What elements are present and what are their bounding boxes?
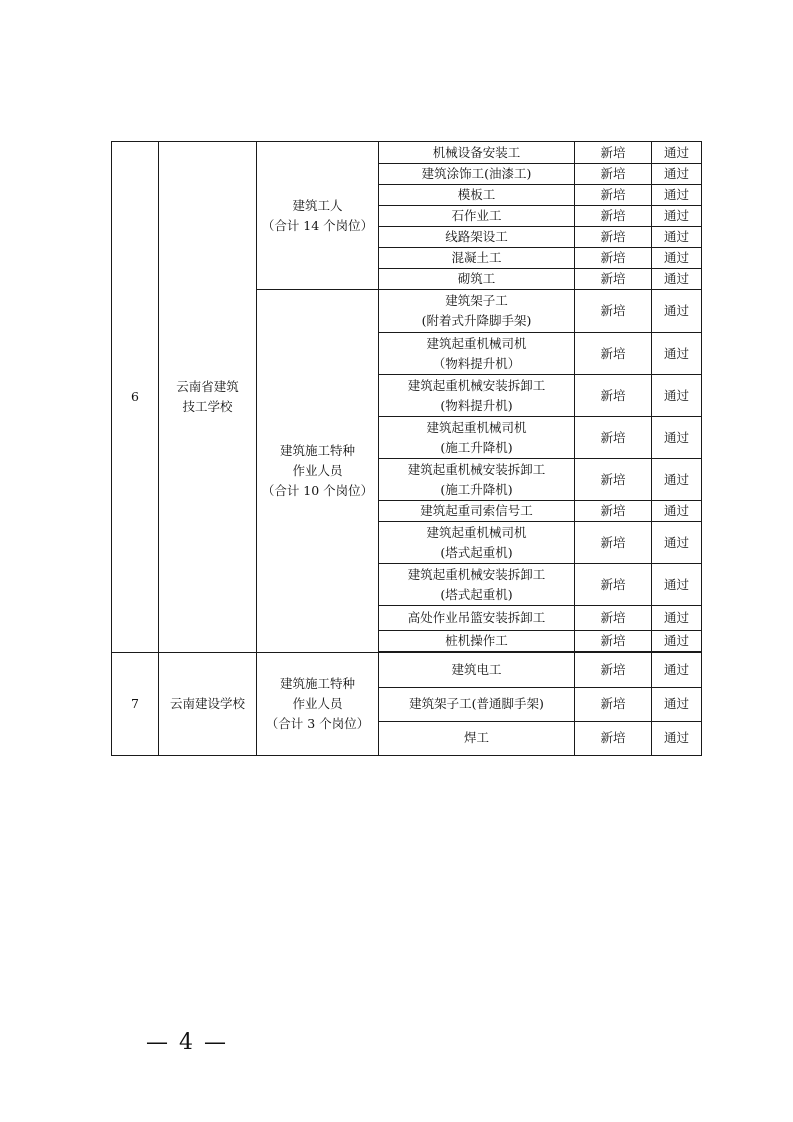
job-name: 建筑起重机械司机 [426,419,527,435]
result: 通过 [663,576,689,592]
job-name: 建筑电工 [451,661,502,677]
job-name: 建筑起重机械安装拆卸工 [407,566,546,582]
result-cell [652,290,702,333]
result: 通过 [663,250,689,265]
result: 通过 [663,610,689,625]
training-type: 新培 [600,471,626,487]
training-type: 新培 [600,503,626,518]
training-type-cell [575,606,652,631]
category-name: 作业人员 [292,695,343,711]
job-name: 建筑起重机械安装拆卸工 [407,461,546,477]
school-name-cell [159,652,257,755]
job-cell [379,333,575,375]
job-cell [379,290,575,333]
job-cell [379,522,575,564]
result-cell [652,687,702,721]
job-name: 建筑涂饰工(油漆工) [421,166,532,181]
training-type-cell [575,459,652,501]
result-cell [652,721,702,755]
result: 通过 [663,633,689,648]
training-type-cell [575,185,652,206]
job-cell [379,501,575,522]
result-cell [652,248,702,269]
job-cell [379,687,575,721]
school-number-cell [112,652,159,755]
result-cell [652,631,702,653]
training-type-cell [575,227,652,248]
category-total: （合计 3 个岗位） [265,715,370,731]
school-number-cell [112,142,159,653]
result-cell [652,522,702,564]
training-type-cell [575,501,652,522]
category-cell [257,142,379,290]
result-cell [652,227,702,248]
job-name: 机械设备安装工 [432,144,521,160]
job-cell [379,142,575,164]
training-type-cell [575,333,652,375]
training-type: 新培 [600,730,626,745]
category-total: （合计 14 个岗位） [261,217,374,233]
table-row [112,142,702,164]
job-cell [379,459,575,501]
result: 通过 [663,144,689,160]
job-name: 建筑架子工 [445,293,508,308]
result-cell [652,333,702,375]
job-cell [379,631,575,653]
school-name: 云南省建筑 [176,378,239,394]
result: 通过 [663,503,689,518]
job-cell [379,564,575,606]
training-type: 新培 [600,534,626,550]
school-name-cell [159,142,257,653]
job-cell [379,269,575,290]
school-name: 云南建设学校 [169,695,245,711]
job-subtitle: (塔式起重机) [440,586,513,602]
job-cell [379,375,575,417]
job-subtitle: (施工升降机) [440,481,513,497]
training-type: 新培 [600,166,626,181]
job-name: 焊工 [463,730,489,745]
job-name: 建筑起重机械司机 [426,524,527,540]
result-cell [652,185,702,206]
job-cell [379,227,575,248]
training-type-cell [575,269,652,290]
training-type: 新培 [600,187,626,202]
job-cell [379,248,575,269]
result-cell [652,564,702,606]
result: 通过 [663,471,689,487]
job-subtitle: (施工升降机) [440,439,513,455]
training-type: 新培 [600,271,626,286]
result: 通过 [663,429,689,445]
training-type: 新培 [600,250,626,265]
job-name: 混凝土工 [451,250,502,265]
result-cell [652,501,702,522]
job-cell [379,721,575,755]
result: 通过 [663,534,689,550]
training-type: 新培 [600,208,626,223]
training-type: 新培 [600,387,626,403]
training-type-cell [575,164,652,185]
training-type: 新培 [600,144,626,160]
result-cell [652,142,702,164]
training-type: 新培 [600,303,626,318]
job-name: 石作业工 [451,208,502,223]
result-cell [652,652,702,687]
category-name: 建筑施工特种 [279,675,355,691]
result-cell [652,269,702,290]
category-name: 建筑工人 [292,197,343,213]
result: 通过 [663,187,689,202]
job-cell [379,206,575,227]
job-cell [379,652,575,687]
training-type-cell [575,721,652,755]
training-type-cell [575,142,652,164]
training-type: 新培 [600,633,626,648]
training-type-cell [575,564,652,606]
job-name: 砌筑工 [457,271,496,286]
table-row [112,652,702,687]
page-number: — 4 — [146,1030,228,1055]
job-name: 建筑架子工(普通脚手架) [409,696,544,711]
result: 通过 [663,229,689,244]
training-type-cell [575,375,652,417]
result-cell [652,375,702,417]
result: 通过 [663,208,689,223]
result-cell [652,164,702,185]
job-name: 桩机操作工 [445,633,508,648]
job-name: 建筑起重机械安装拆卸工 [407,377,546,393]
result-cell [652,459,702,501]
result: 通过 [663,345,689,361]
job-subtitle: (物料提升机) [440,397,513,413]
job-cell [379,185,575,206]
training-type: 新培 [600,345,626,361]
training-type: 新培 [600,229,626,244]
job-subtitle: （物料提升机） [432,355,521,371]
job-name: 高处作业吊篮安装拆卸工 [407,610,546,625]
training-type-cell [575,290,652,333]
school-number: 7 [131,695,139,711]
training-type-cell [575,687,652,721]
result: 通过 [663,696,689,711]
job-cell [379,164,575,185]
result: 通过 [663,271,689,286]
training-type-cell [575,652,652,687]
school-name: 技工学校 [182,398,233,414]
school-number: 6 [131,388,139,404]
category-cell [257,652,379,755]
result: 通过 [663,661,689,677]
result: 通过 [663,166,689,181]
training-type: 新培 [600,696,626,711]
job-cell [379,606,575,631]
qualification-table [111,141,702,756]
category-name: 建筑施工特种 [279,442,355,458]
result-cell [652,606,702,631]
job-subtitle: (附着式升降脚手架) [421,313,532,328]
job-cell [379,417,575,459]
job-name: 线路架设工 [445,229,508,244]
result: 通过 [663,303,689,318]
result-cell [652,417,702,459]
training-type-cell [575,206,652,227]
training-type-cell [575,417,652,459]
result-cell [652,206,702,227]
training-type-cell [575,248,652,269]
training-type-cell [575,631,652,653]
training-type: 新培 [600,661,626,677]
training-type-cell [575,522,652,564]
job-name: 建筑起重司索信号工 [420,503,533,518]
category-cell [257,290,379,653]
job-name: 建筑起重机械司机 [426,335,527,351]
result: 通过 [663,387,689,403]
category-total: （合计 10 个岗位） [261,482,374,498]
training-type: 新培 [600,610,626,625]
training-type: 新培 [600,576,626,592]
result: 通过 [663,730,689,745]
job-name: 模板工 [457,187,496,202]
category-name: 作业人员 [292,462,343,478]
training-type: 新培 [600,429,626,445]
job-subtitle: (塔式起重机) [440,544,513,560]
